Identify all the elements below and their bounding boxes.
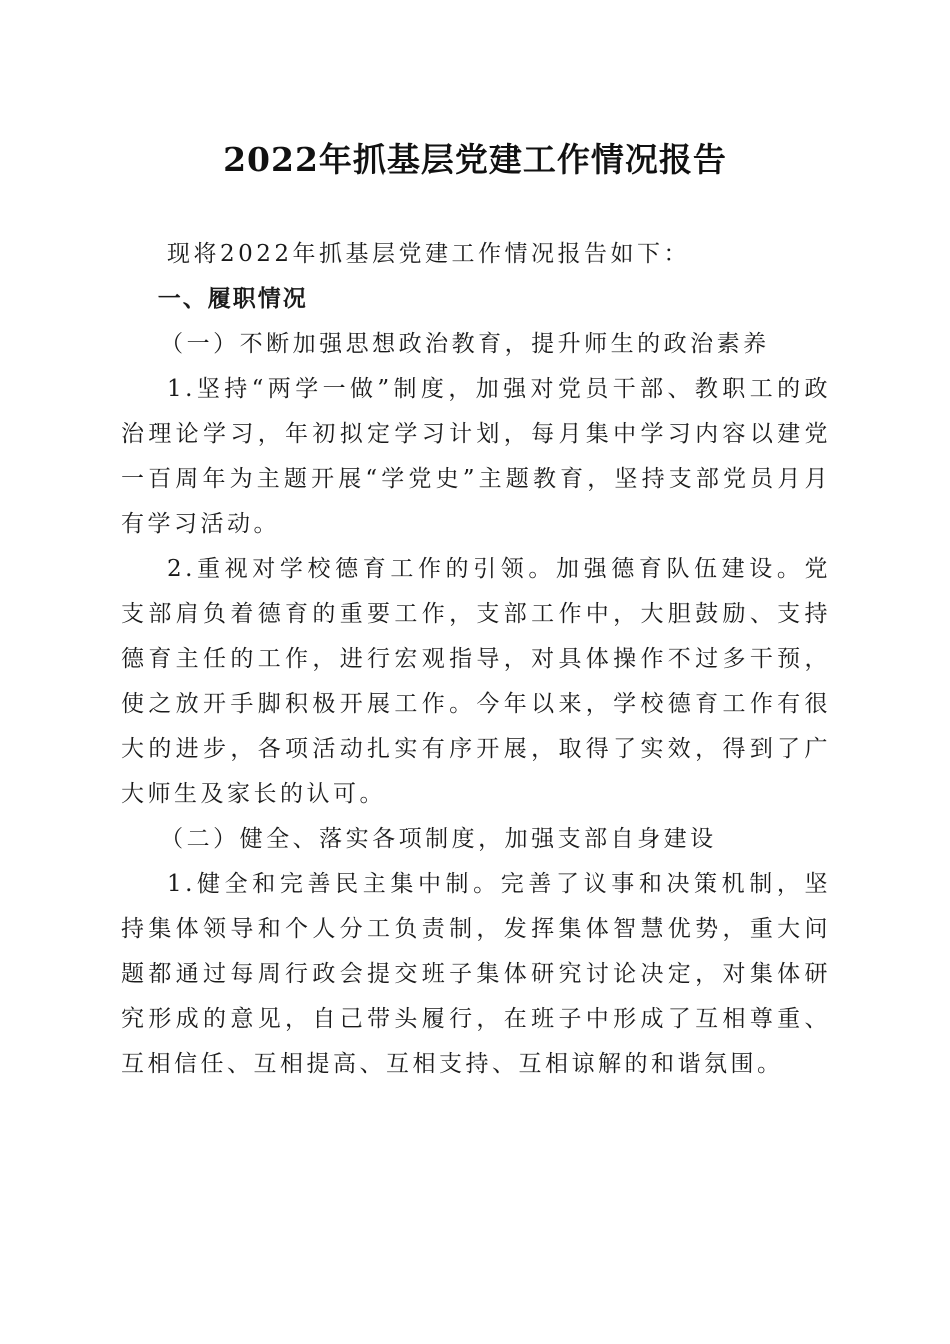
- document-body: [121, 232, 831, 1087]
- subsection-heading: （一）不断加强思想政治教育，提升师生的政治素养: [160, 331, 770, 357]
- intro-paragraph: 现将2022年抓基层党建工作情况报告如下：: [167, 241, 691, 267]
- body-paragraph: 1.坚持“两学一做”制度，加强对党员干部、教职工的政治理论学习，年初拟定学习计划，每月集中学习内容以建党一百周年为主题开展“学党史”主题教育，坚持支部党员月月有学习活动。: [121, 376, 831, 537]
- body-paragraph: 2.重视对学校德育工作的引领。加强德育队伍建设。党支部肩负着德育的重要工作，支部工作中，大胆鼓励、支持德育主任的工作，进行宏观指导，对具体操作不过多干预，使之放开手脚积极开展工作。今年以来，学校德育工作有很大的进步，各项活动扎实有序开展，取得了实效，得到了广大师生及家长的认可。: [121, 556, 831, 807]
- document-title: 2022年抓基层党建工作情况报告: [223, 140, 727, 179]
- subsection-heading: （二）健全、落实各项制度，加强支部自身建设: [160, 826, 717, 852]
- section-heading: 一、履职情况: [157, 286, 308, 312]
- body-paragraph: 1.健全和完善民主集中制。完善了议事和决策机制，坚持集体领导和个人分工负责制，发挥集体智慧优势，重大问题都通过每周行政会提交班子集体研究讨论决定，对集体研究形成的意见，自己带头履行，在班子中形成了互相尊重、互相信任、互相提高、互相支持、互相谅解的和谐氛围。: [121, 871, 831, 1077]
